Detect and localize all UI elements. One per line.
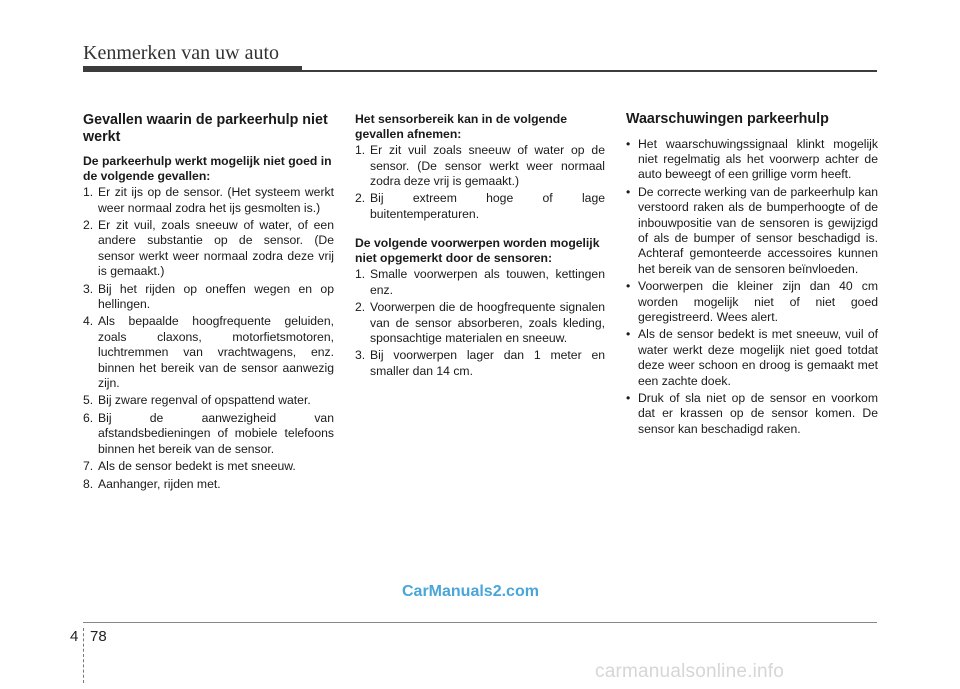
list-item: • Druk of sla niet op de sensor en voorkom dat er krassen op de sensor komen. De sensor kan beschadigd raken. <box>626 391 878 436</box>
bullet-icon: • <box>626 136 631 151</box>
list-item: 4. Als bepaalde hoogfrequente geluiden, zoals claxons, motorfietsmotoren, luchtremmen van vrachtwagens, enz. binnen het bereik van de sensor aanwezig zijn. <box>83 314 334 391</box>
section-heading-not-working: Gevallen waarin de parkeerhulp niet werkt <box>83 112 328 145</box>
intro-range-reduced: Het sensorbereik kan in de volgende gevallen afnemen: <box>355 112 567 141</box>
list-item: • Als de sensor bedekt is met sneeuw, vuil of water werkt deze mogelijk niet goed totdat deze weer schoon en droog is gemaakt met een zachte doek. <box>626 327 878 388</box>
intro-not-detected: De volgende voorwerpen worden mogelijk niet opgemerkt door de sensoren: <box>355 236 600 265</box>
list-item: 8. Aanhanger, rijden met. <box>83 476 221 491</box>
watermark-link[interactable]: CarManuals2.com <box>402 583 539 600</box>
list-item: 6. Bij de aanwezigheid van afstandsbedieningen of mobiele telefoons binnen het bereik van de sensor. <box>83 410 334 456</box>
list-not-detected <box>355 267 605 379</box>
bullet-icon: • <box>626 327 631 342</box>
list-range-reduced <box>355 143 605 222</box>
page-number-divider <box>83 628 85 683</box>
section-heading-warnings: Waarschuwingen parkeerhulp <box>626 111 829 127</box>
list-warnings <box>626 137 878 438</box>
list-item: 2. Er zit vuil, zoals sneeuw of water, of een andere substantie op de sensor. (De sensor werkt weer normaal zodra deze vrij is gemaakt.) <box>83 218 334 279</box>
bullet-icon: • <box>626 279 631 294</box>
chapter-number: 4 <box>70 628 79 645</box>
header-rule <box>83 70 877 72</box>
list-item: • Het waarschuwingssignaal klinkt mogelijk niet regelmatig als het voorwerp achter de auto beweegt of een grillige vorm heeft. <box>626 136 878 182</box>
column-left <box>83 112 334 494</box>
site-watermark: carmanualsonline.info <box>595 661 785 682</box>
list-item: 3. Bij voorwerpen lager dan 1 meter en smaller dan 14 cm. <box>355 348 605 378</box>
column-right <box>626 112 878 439</box>
bullet-icon: • <box>626 184 631 199</box>
intro-not-working: De parkeerhulp werkt mogelijk niet goed in de volgende gevallen: <box>83 154 332 183</box>
column-middle <box>355 112 605 381</box>
list-item: • Voorwerpen die kleiner zijn dan 40 cm worden mogelijk niet of niet goed geregistreerd. Wees alert. <box>626 279 878 324</box>
page-number: 78 <box>90 628 107 645</box>
list-item: 1. Er zit ijs op de sensor. (Het systeem werkt weer normaal zodra het ijs gesmolten is.) <box>83 185 334 215</box>
list-item: 1. Smalle voorwerpen als touwen, kettingen enz. <box>355 267 605 297</box>
list-not-working <box>83 185 334 492</box>
list-item: 2. Voorwerpen die de hoogfrequente signalen van de sensor absorberen, zoals kleding, sponsachtige materialen en sneeuw. <box>355 300 605 346</box>
list-item: 1. Er zit vuil zoals sneeuw of water op de sensor. (De sensor werkt weer normaal zodra deze vrij is gemaakt.) <box>355 143 605 188</box>
list-item: 3. Bij het rijden op oneffen wegen en op hellingen. <box>83 281 334 312</box>
list-item: 2. Bij extreem hoge of lage buitentemperaturen. <box>355 191 605 221</box>
chapter-title: Kenmerken van uw auto <box>83 42 280 64</box>
footer-rule <box>83 622 877 623</box>
list-item: • De correcte werking van de parkeerhulp kan verstoord raken als de bumperhoogte of de inbouwpositie van de sensoren is gewijzigd of als de bumper of sensor beschadigd is. Achteraf gemonteerde accessoires kunnen het bereik van de sensoren beïnvloeden. <box>626 184 878 276</box>
list-item: 5. Bij zware regenval of opspattend water. <box>83 393 311 408</box>
bullet-icon: • <box>626 391 631 405</box>
list-item: 7. Als de sensor bedekt is met sneeuw. <box>83 459 296 474</box>
